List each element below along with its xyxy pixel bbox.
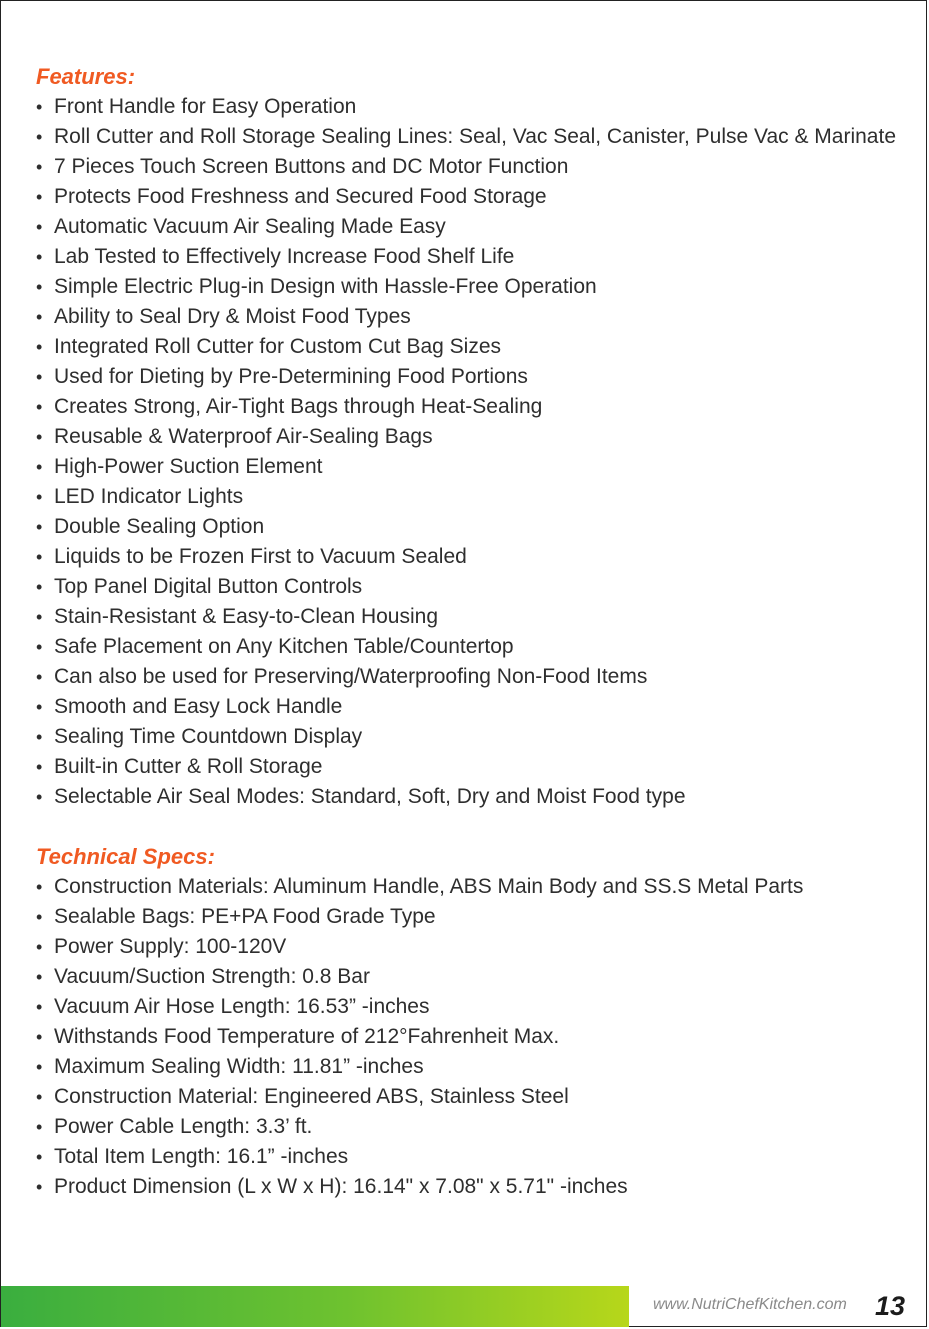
bullet-icon: •: [36, 1087, 43, 1107]
feature-item: [36, 182, 906, 212]
feature-item: [36, 212, 906, 242]
feature-item: [36, 392, 906, 422]
spec-item-text: Construction Material: Engineered ABS, Stainless Steel: [54, 1085, 569, 1108]
spec-item-text: Vacuum/Suction Strength: 0.8 Bar: [54, 965, 370, 988]
bullet-icon: •: [36, 277, 43, 297]
feature-item-text: Ability to Seal Dry & Moist Food Types: [54, 305, 411, 328]
bullet-icon: •: [36, 457, 43, 477]
bullet-icon: •: [36, 1147, 43, 1167]
bullet-icon: •: [36, 967, 43, 987]
feature-item: [36, 722, 906, 752]
features-heading: Features:: [36, 64, 136, 89]
feature-item: [36, 452, 906, 482]
spec-item: [36, 1052, 906, 1082]
spec-item-text: Vacuum Air Hose Length: 16.53” -inches: [54, 995, 430, 1018]
bullet-icon: •: [36, 157, 43, 177]
feature-item: [36, 302, 906, 332]
spec-item-text: Sealable Bags: PE+PA Food Grade Type: [54, 905, 436, 928]
specs-list: [36, 872, 906, 1202]
feature-item-text: Creates Strong, Air-Tight Bags through Heat-Sealing: [54, 395, 543, 418]
feature-item-text: Built-in Cutter & Roll Storage: [54, 755, 323, 778]
feature-item-text: Lab Tested to Effectively Increase Food Shelf Life: [54, 245, 515, 268]
spec-item: [36, 992, 906, 1022]
feature-item-text: Safe Placement on Any Kitchen Table/Countertop: [54, 635, 514, 658]
feature-item: [36, 752, 906, 782]
bullet-icon: •: [36, 997, 43, 1017]
feature-item: [36, 662, 906, 692]
bullet-icon: •: [36, 337, 43, 357]
feature-item: [36, 602, 906, 632]
feature-item-text: Smooth and Easy Lock Handle: [54, 695, 343, 718]
bullet-icon: •: [36, 907, 43, 927]
bullet-icon: •: [36, 607, 43, 627]
feature-item-text: Liquids to be Frozen First to Vacuum Sealed: [54, 545, 467, 568]
feature-item: [36, 362, 906, 392]
bullet-icon: •: [36, 187, 43, 207]
bullet-icon: •: [36, 667, 43, 687]
feature-item: [36, 632, 906, 662]
feature-item: [36, 92, 906, 122]
feature-item: [36, 242, 906, 272]
bullet-icon: •: [36, 307, 43, 327]
bullet-icon: •: [36, 367, 43, 387]
bullet-icon: •: [36, 487, 43, 507]
bullet-icon: •: [36, 727, 43, 747]
feature-item-text: Sealing Time Countdown Display: [54, 725, 363, 748]
footer-gradient-bar: [1, 1286, 629, 1327]
bullet-icon: •: [36, 397, 43, 417]
bullet-icon: •: [36, 1177, 43, 1197]
spec-item-text: Total Item Length: 16.1” -inches: [54, 1145, 349, 1168]
bullet-icon: •: [36, 547, 43, 567]
features-list: [36, 92, 906, 812]
bullet-icon: •: [36, 697, 43, 717]
feature-item-text: Simple Electric Plug-in Design with Hassle-Free Operation: [54, 275, 597, 298]
feature-item: [36, 692, 906, 722]
bullet-icon: •: [36, 937, 43, 957]
feature-item: [36, 482, 906, 512]
bullet-icon: •: [36, 427, 43, 447]
feature-item-text: Top Panel Digital Button Controls: [54, 575, 363, 598]
feature-item-text: Reusable & Waterproof Air-Sealing Bags: [54, 425, 433, 448]
page-number: 13: [875, 1291, 906, 1321]
feature-item: [36, 332, 906, 362]
feature-item: [36, 122, 906, 152]
bullet-icon: •: [36, 247, 43, 267]
feature-item: [36, 422, 906, 452]
bullet-icon: •: [36, 127, 43, 147]
spec-item-text: Power Cable Length: 3.3’ ft.: [54, 1115, 313, 1138]
bullet-icon: •: [36, 517, 43, 537]
feature-item: [36, 782, 906, 812]
feature-item-text: Front Handle for Easy Operation: [54, 95, 357, 118]
spec-item-text: Construction Materials: Aluminum Handle, ABS Main Body and SS.S Metal Parts: [54, 875, 804, 898]
feature-item: [36, 152, 906, 182]
spec-item: [36, 1082, 906, 1112]
bullet-icon: •: [36, 577, 43, 597]
feature-item-text: LED Indicator Lights: [54, 485, 244, 508]
feature-item-text: 7 Pieces Touch Screen Buttons and DC Motor Function: [54, 155, 569, 178]
feature-item-text: Automatic Vacuum Air Sealing Made Easy: [54, 215, 446, 238]
spec-item: [36, 962, 906, 992]
spec-item: [36, 1022, 906, 1052]
feature-item-text: Can also be used for Preserving/Waterproofing Non-Food Items: [54, 665, 648, 688]
feature-item-text: Selectable Air Seal Modes: Standard, Soft, Dry and Moist Food type: [54, 785, 686, 808]
bullet-icon: •: [36, 97, 43, 117]
spec-item: [36, 1112, 906, 1142]
feature-item-text: Stain-Resistant & Easy-to-Clean Housing: [54, 605, 439, 628]
bullet-icon: •: [36, 1027, 43, 1047]
bullet-icon: •: [36, 757, 43, 777]
bullet-icon: •: [36, 1057, 43, 1077]
spec-item-text: Product Dimension (L x W x H): 16.14" x 7.08" x 5.71" -inches: [54, 1175, 628, 1198]
spec-item: [36, 1172, 906, 1202]
bullet-icon: •: [36, 217, 43, 237]
spec-item: [36, 932, 906, 962]
feature-item-text: Protects Food Freshness and Secured Food Storage: [54, 185, 547, 208]
feature-item: [36, 272, 906, 302]
feature-item-text: Integrated Roll Cutter for Custom Cut Bag Sizes: [54, 335, 502, 358]
feature-item-text: High-Power Suction Element: [54, 455, 323, 478]
page-footer: [1, 1286, 927, 1327]
spec-item-text: Withstands Food Temperature of 212°Fahrenheit Max.: [54, 1025, 560, 1048]
section-spacer: [36, 812, 906, 842]
spec-item-text: Maximum Sealing Width: 11.81” -inches: [54, 1055, 424, 1078]
spec-item-text: Power Supply: 100-120V: [54, 935, 287, 958]
spec-item: [36, 902, 906, 932]
page-content: [36, 62, 906, 1202]
feature-item: [36, 542, 906, 572]
technical-specs-heading: Technical Specs:: [36, 844, 215, 869]
bullet-icon: •: [36, 787, 43, 807]
feature-item-text: Roll Cutter and Roll Storage Sealing Lines: Seal, Vac Seal, Canister, Pulse Vac & Marinate: [54, 125, 896, 148]
footer-website-url: www.NutriChefKitchen.com: [653, 1296, 847, 1313]
feature-item: [36, 512, 906, 542]
feature-item-text: Double Sealing Option: [54, 515, 265, 538]
feature-item-text: Used for Dieting by Pre-Determining Food Portions: [54, 365, 528, 388]
feature-item: [36, 572, 906, 602]
bullet-icon: •: [36, 637, 43, 657]
bullet-icon: •: [36, 877, 43, 897]
bullet-icon: •: [36, 1117, 43, 1137]
spec-item: [36, 872, 906, 902]
spec-item: [36, 1142, 906, 1172]
